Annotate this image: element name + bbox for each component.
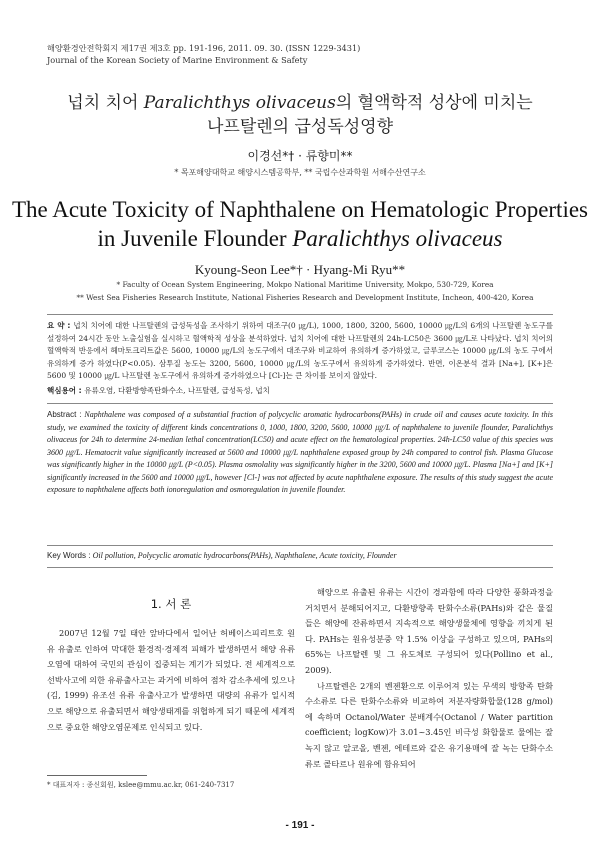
journal-header-en: Journal of the Korean Society of Marine Environment & Safety (47, 55, 308, 65)
authors-korean: 이경선*† · 류향미** (247, 149, 353, 163)
korean-title-line-1 (0, 91, 600, 115)
divider-mid-2 (47, 545, 553, 546)
english-title-species: Paralichthys olivaceus (292, 226, 503, 251)
corresponding-author-footnote: * 대표저자 : 종신회원, kslee@mmu.ac.kr, 061-240-7317 (47, 781, 235, 789)
divider-mid-1 (47, 403, 553, 404)
keywords-english (47, 550, 553, 563)
authors-english: Kyoung-Seon Lee*† · Hyang-Mi Ryu** (194, 262, 406, 277)
korean-title-text-a: 넙치 치어 (67, 93, 144, 113)
keywords-english-text: Oil pollution, Polycyclic aromatic hydrocarbons(PAHs), Naphthalene, Acute toxicity, Flounder (92, 551, 397, 560)
footnote-rule (47, 775, 147, 776)
english-title-text: in Juvenile Flounder (97, 226, 293, 251)
right-paragraph-2: 나프탈렌은 2개의 벤젠환으로 이루어져 있는 무색의 방향족 탄화수소류로 다른 탄화수소류와 비교하여 저분자량화합물(128 g/mol)에 속하며 Octanol/Water 분배계수(Octanol / Water partition coefficient; logKow)가 3.01~3.45인 비극성 화합물로 물에는 잘 녹지 않고 알코올, 벤젠, 에테르와 같은 유기용매에 잘 녹는 단화수소류로 콜타르나 원유에 함유되어 (305, 680, 553, 769)
abstract-english-label: Abstract : (47, 410, 85, 419)
affiliation-english-2: ** West Sea Fisheries Research Institute, National Fisheries Research and Development Institute, Incheon, 400-420, Korea (76, 293, 534, 302)
divider-bottom (47, 567, 553, 568)
affiliation-korean: * 목포해양대학교 해양시스템공학부, ** 국립수산과학원 서해수산연구소 (174, 168, 426, 177)
keywords-korean-text: 유류오염, 다환방향족탄화수소, 나프탈렌, 급성독성, 넙치 (84, 386, 270, 395)
english-title-line-2 (0, 224, 600, 253)
abstract-english (47, 409, 553, 497)
abstract-korean (47, 320, 553, 383)
left-column (47, 626, 295, 735)
english-title-line-1: The Acute Toxicity of Naphthalene on Hematologic Properties (12, 197, 588, 222)
section-1-title: 1. 서 론 (150, 597, 192, 611)
divider-top (47, 314, 553, 315)
keywords-english-label: Key Words : (47, 551, 93, 560)
right-paragraph-1: 해양으로 유출된 유류는 시간이 경과함에 따라 다양한 풍화과정을 거치면서 분해되어지고, 다환방향족 탄화수소류(PAHs)와 같은 물질들은 해양에 잔류하면서 지속적으로 해양생물체에 영향을 끼치게 된다. PAHs는 원유성분중 약 1.5% 이상을 구성하고 있으며, PAHs의 65%는 나프탈렌 및 그 유도체로 구성되어 있다(Pollino et al., 2009). (305, 587, 553, 675)
korean-title-text-b: 의 혈액학적 성상에 미치는 (335, 93, 533, 113)
keywords-korean-label: 핵심용어 : (47, 386, 85, 395)
right-column (305, 585, 553, 772)
keywords-korean (47, 385, 553, 396)
page-number: - 191 - (285, 820, 315, 831)
abstract-korean-label: 요 약 : (47, 321, 74, 330)
korean-title-line-2: 나프탈렌의 급성독성영향 (206, 117, 394, 137)
affiliation-english-1: * Faculty of Ocean System Engineering, Mokpo National Maritime University, Mokpo, 530-729, Korea (116, 280, 494, 289)
abstract-english-text: Naphthalene was composed of a substantial fraction of polycyclic aromatic hydrocarbons(PAHs) in crude oil and causes acute toxicity. In this study, we examined the toxicity of different kinds concentrations 0, 1000, 1800, 3200, 5600, 10000 ㎍/L of naphthalene to juvenile flounder, Paralichthys olivaceus for 24h to determine 24-median lethal concentration(LC50) and acute effect on the hematological properties. 24h-LC50 value of this species was 3600 ㎍/L. Hematocrit value significantly increased at 5600 and 10000 ㎍/L naphthalene exposed group by 24h compared to control fish. Plasma Glucose was significantly higher in the 10000 ㎍/L (P<0.05). Plasma osmolality was significantly higher in the 3200, 5600 and 10000 ㎍/L. Plasma [Na+] and [K+] significantly increased in the 5600 and 10000 ㎍/L, however [Cl-] was not affected by acute naphthalene exposure. The results of this study suggest the acute exposure to naphthalene affects both ionoregulation and osmoregulation in juvenile flounder. (47, 410, 553, 494)
journal-header-ko: 해양환경안전학회지 제17권 제3호 pp. 191-196, 2011. 09. 30. (ISSN 1229-3431) (47, 43, 361, 53)
korean-title-species: Paralichthys olivaceus (143, 93, 336, 113)
abstract-korean-text: 넙치 치어에 대한 나프탈렌의 급성독성을 조사하기 위하여 대조구(0 ㎍/L), 1000, 1800, 3200, 5600, 10000 ㎍/L의 6개의 나프탈렌 농도구를 설정하여 24시간 동안 노출실험을 실시하고 혈액학적 성상을 분석하였다. 넙치 치어에 대한 나프탈렌의 24h-LC50은 3600 ㎍/L로 나타났다. 넙치 치어의 혈액학적 반응에서 헤마토크리트값은 5600, 10000 ㎍/L의 농도구에서 대조구와 비교하여 유의하게 증가하였고, 글루코스는 10000 ㎍/L의 농도 구에서 유의하게 증가 하였다(P<0.05). 삼투질 농도는 3200, 5600, 10000 ㎍/L의 농도구에서 유의하게 증가하였다. 반면, 이온분석 결과 [Na+], [K+]은 5600 및 10000 ㎍/L 나프탈렌 농도구에서 유의하게 증가하였으나 [Cl-]는 큰 차이를 보이지 않았다. (47, 321, 554, 380)
left-paragraph-1: 2007년 12월 7일 태안 앞바다에서 일어난 허베이스피리트호 원유 유출로 인하여 막대한 환경적·경제적 피해가 발생하면서 해양 유류오염에 대하여 국민의 관심이 집중되는 계기가 되었다. 전 세계적으로 선박사고에 의한 유류출사고는 과거에 비하여 점차 감소추세에 있으나(김, 1999) 유조선 유류 유출사고가 발생하면 대량의 유류가 일시적으로 해양으로 유출되면서 해양생태계를 위협하게 되기 때문에 세계적으로 중요한 해양오염문제로 인식되고 있다. (47, 628, 295, 732)
